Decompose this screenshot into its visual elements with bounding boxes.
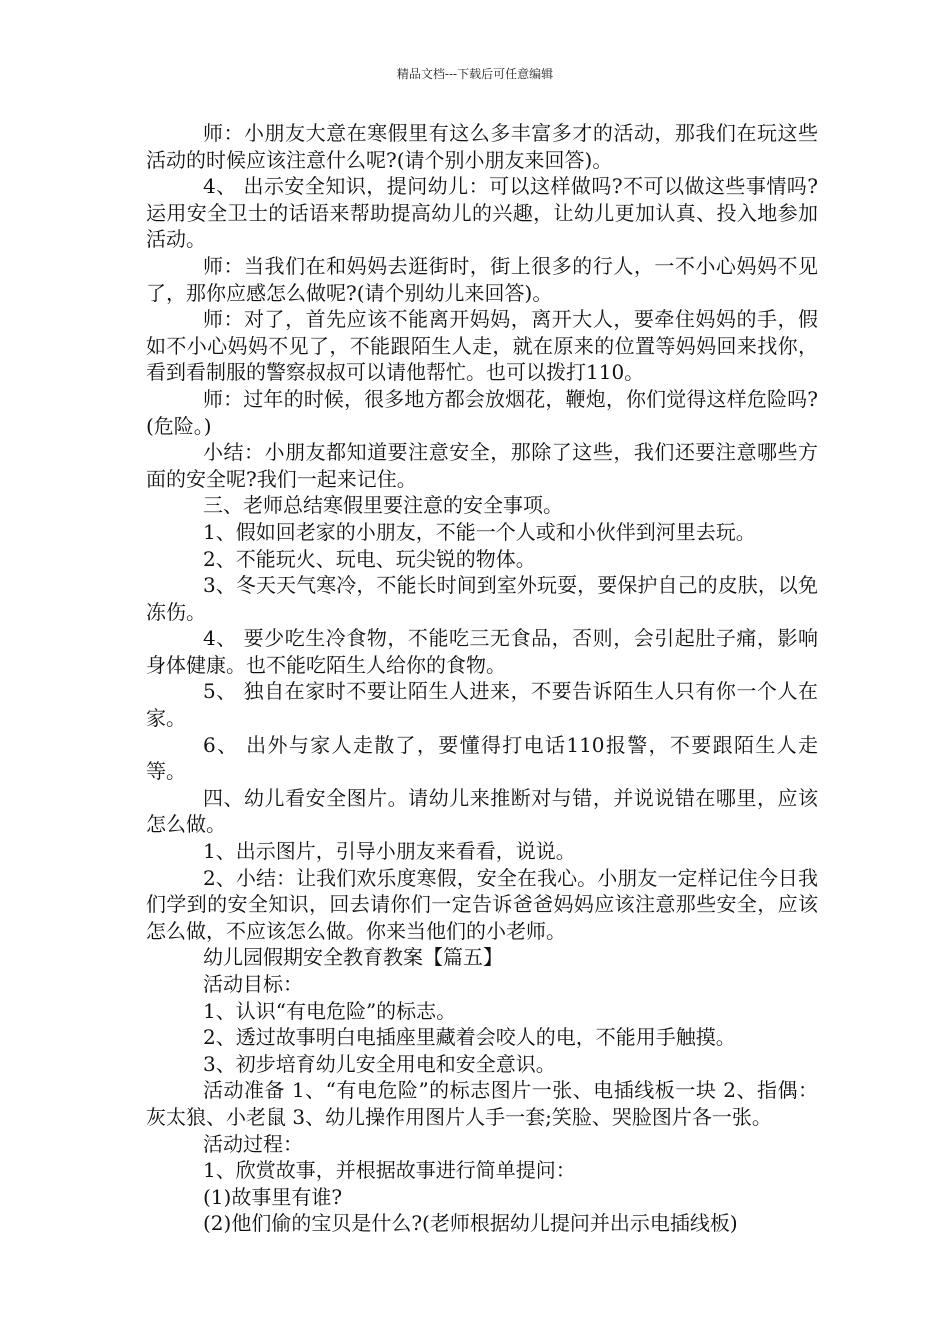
summary-paragraph: 小结：小朋友都知道要注意安全，那除了这些，我们还要注意哪些方面的安全呢?我们一起来记住。 xyxy=(146,440,818,491)
page-header: 精品文档---下载后可任意编辑 xyxy=(396,67,554,81)
paragraph: 师：对了，首先应该不能离开妈妈，离开大人，要牵住妈妈的手，假如不小心妈妈不见了，不能跟陌生人走，就在原来的位置等妈妈回来找你，看到看制服的警察叔叔可以请他帮忙。也可以拨打110。 xyxy=(146,307,818,385)
list-item: 5、 独自在家时不要让陌生人进来，不要告诉陌生人只有你一个人在家。 xyxy=(146,679,818,731)
lesson-title: 幼儿园假期安全教育教案【篇五】 xyxy=(203,945,503,970)
list-item: 1、认识“有电危险”的标志。 xyxy=(203,998,457,1023)
list-item: (2)他们偷的宝贝是什么?(老师根据幼儿提问并出示电插线板) xyxy=(203,1211,738,1236)
section-heading: 四、幼儿看安全图片。请幼儿来推断对与错，并说说错在哪里，应该怎么做。 xyxy=(146,785,818,837)
paragraph: 师：小朋友大意在寒假里有这么多丰富多才的活动，那我们在玩这些活动的时候应该注意什么呢?(请个别小朋友来回答)。 xyxy=(146,121,818,172)
subsection-heading: 活动目标： xyxy=(203,972,303,996)
paragraph: 师：过年的时候，很多地方都会放烟花，鞭炮，你们觉得这样危险吗?(危险。) xyxy=(146,386,818,438)
list-item: 3、初步培育幼儿安全用电和安全意识。 xyxy=(203,1051,556,1076)
list-item: (1)故事里有谁? xyxy=(203,1184,343,1209)
list-item: 1、假如回老家的小朋友，不能一个人或和小伙伴到河里去玩。 xyxy=(203,519,756,544)
list-item: 2、小结：让我们欢乐度寒假，安全在我心。小朋友一定样记住今日我们学到的安全知识，回去请你们一定告诉爸爸妈妈应该注意那些安全，应该怎么做，不应该怎么做。你来当他们的小老师。 xyxy=(146,865,818,943)
list-item: 4、 要少吃生冷食物，不能吃三无食品，否则，会引起肚子痛，影响身体健康。也不能吃陌生人给你的食物。 xyxy=(146,626,818,677)
list-item: 6、 出外与家人走散了，要懂得打电话110报警，不要跟陌生人走等。 xyxy=(146,732,818,784)
list-item: 1、欣赏故事，并根据故事进行简单提问： xyxy=(203,1158,576,1183)
paragraph: 4、 出示安全知识，提问幼儿：可以这样做吗?不可以做这些事情吗?运用安全卫士的话语来帮助提高幼儿的兴趣，让幼儿更加认真、投入地参加活动。 xyxy=(146,174,818,252)
list-item: 2、不能玩火、玩电、玩尖锐的物体。 xyxy=(203,546,536,571)
list-item: 3、冬天天气寒冷，不能长时间到室外玩耍，要保护自己的皮肤，以免冻伤。 xyxy=(146,573,818,624)
paragraph: 师：当我们在和妈妈去逛街时，街上很多的行人，一不小心妈妈不见了，那你应感怎么做呢?(请个别幼儿来回答)。 xyxy=(146,253,818,305)
list-item: 1、出示图片，引导小朋友来看看，说说。 xyxy=(203,839,576,864)
preparation-paragraph: 活动准备 1、“有电危险”的标志图片一张、电插线板一块 2、指偶：灰太狼、小老鼠 3、幼儿操作用图片人手一套;笑脸、哭脸图片各一张。 xyxy=(146,1078,818,1129)
document-body xyxy=(146,120,818,1237)
subsection-heading: 活动过程： xyxy=(203,1131,303,1156)
list-item: 2、透过故事明白电插座里藏着会咬人的电，不能用手触摸。 xyxy=(203,1025,736,1050)
section-heading: 三、老师总结寒假里要注意的安全事项。 xyxy=(203,493,563,518)
